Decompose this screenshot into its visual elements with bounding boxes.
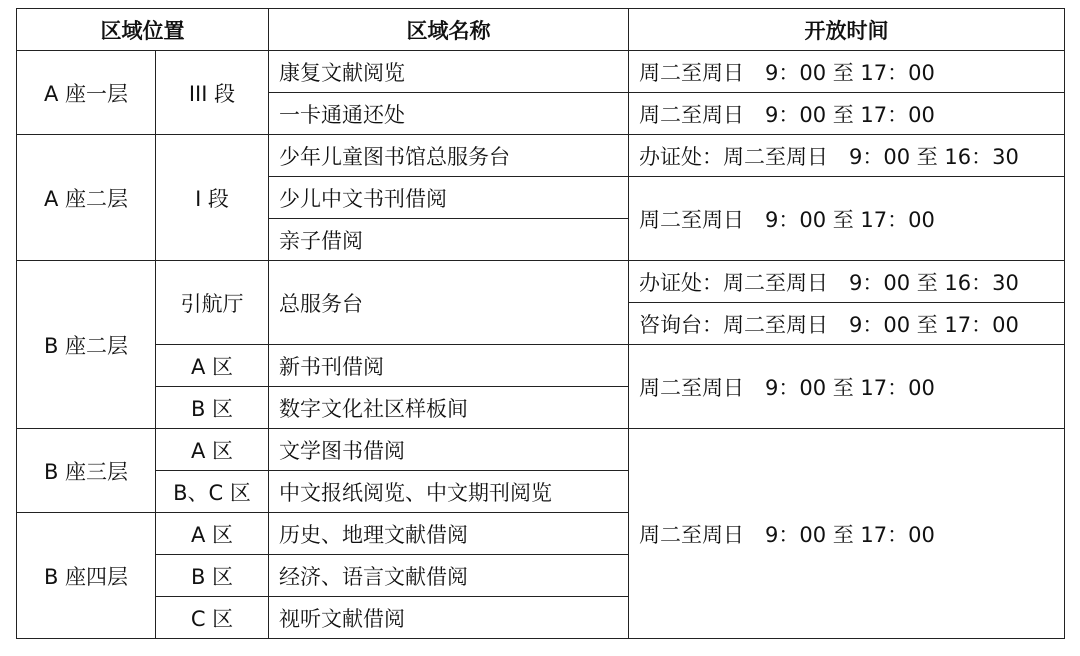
section-cell: B 区 xyxy=(156,387,269,429)
opening-hours-table xyxy=(16,8,1065,639)
hours-cell: 周二至周日 9：00 至 17：00 xyxy=(629,51,1065,93)
section-cell: 引航厅 xyxy=(156,261,269,345)
area-name-cell: 亲子借阅 xyxy=(269,219,629,261)
area-name-cell: 少年儿童图书馆总服务台 xyxy=(269,135,629,177)
section-cell: III 段 xyxy=(156,51,269,135)
table-row xyxy=(17,261,1065,303)
area-name-cell: 少儿中文书刊借阅 xyxy=(269,177,629,219)
table-row xyxy=(17,135,1065,177)
area-name-cell: 历史、地理文献借阅 xyxy=(269,513,629,555)
header-location: 区域位置 xyxy=(17,9,269,51)
hours-cell: 周二至周日 9：00 至 17：00 xyxy=(629,429,1065,639)
hours-cell: 办证处：周二至周日 9：00 至 16：30 xyxy=(629,261,1065,303)
hours-cell: 周二至周日 9：00 至 17：00 xyxy=(629,177,1065,261)
section-cell: A 区 xyxy=(156,513,269,555)
section-cell: C 区 xyxy=(156,597,269,639)
area-name-cell: 文学图书借阅 xyxy=(269,429,629,471)
area-name-cell: 新书刊借阅 xyxy=(269,345,629,387)
section-cell: B、C 区 xyxy=(156,471,269,513)
header-row xyxy=(17,9,1065,51)
hours-cell: 周二至周日 9：00 至 17：00 xyxy=(629,345,1065,429)
floor-cell: A 座一层 xyxy=(17,51,156,135)
floor-cell: B 座四层 xyxy=(17,513,156,639)
area-name-cell: 一卡通通还处 xyxy=(269,93,629,135)
section-cell: I 段 xyxy=(156,135,269,261)
section-cell: B 区 xyxy=(156,555,269,597)
floor-cell: B 座三层 xyxy=(17,429,156,513)
area-name-cell: 康复文献阅览 xyxy=(269,51,629,93)
section-cell: A 区 xyxy=(156,429,269,471)
hours-cell: 周二至周日 9：00 至 17：00 xyxy=(629,93,1065,135)
table-row xyxy=(17,51,1065,93)
area-name-cell: 经济、语言文献借阅 xyxy=(269,555,629,597)
table-row xyxy=(17,429,1065,471)
hours-cell: 办证处：周二至周日 9：00 至 16：30 xyxy=(629,135,1065,177)
header-area-name: 区域名称 xyxy=(269,9,629,51)
section-cell: A 区 xyxy=(156,345,269,387)
table-row xyxy=(17,345,1065,387)
area-name-cell: 视听文献借阅 xyxy=(269,597,629,639)
area-name-cell: 总服务台 xyxy=(269,261,629,345)
floor-cell: A 座二层 xyxy=(17,135,156,261)
floor-cell: B 座二层 xyxy=(17,261,156,429)
hours-cell: 咨询台：周二至周日 9：00 至 17：00 xyxy=(629,303,1065,345)
header-opening-hours: 开放时间 xyxy=(629,9,1065,51)
area-name-cell: 中文报纸阅览、中文期刊阅览 xyxy=(269,471,629,513)
area-name-cell: 数字文化社区样板间 xyxy=(269,387,629,429)
